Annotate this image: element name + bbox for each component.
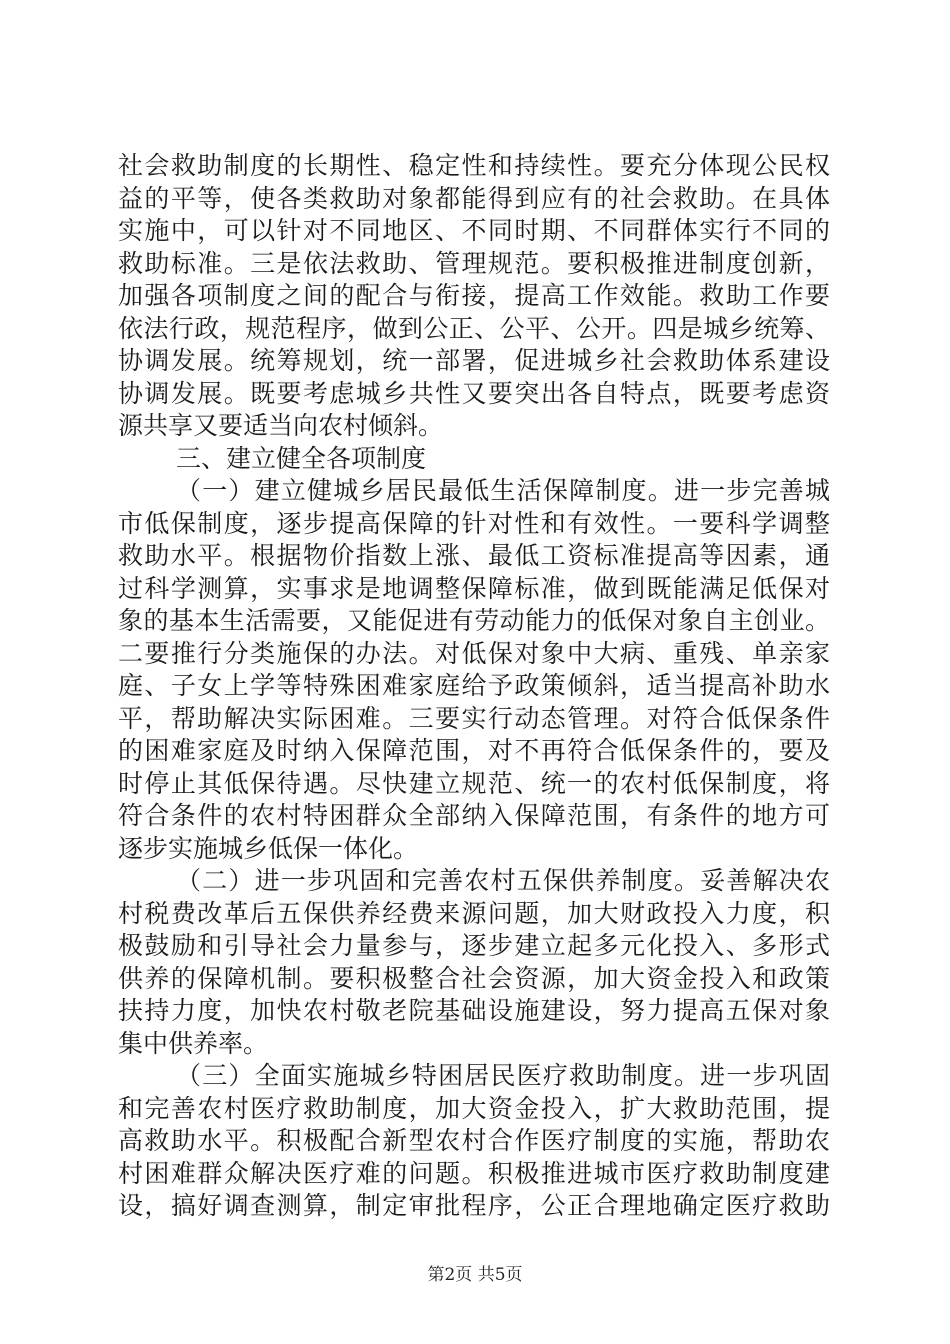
text-line: 和完善农村医疗救助制度，加大资金投入，扩大救助范围，提 xyxy=(118,1093,830,1123)
text-line: 扶持力度，加快农村敬老院基础设施建设，努力提高五保对象 xyxy=(118,996,830,1025)
text-line: 设，搞好调查测算，制定审批程序，公正合理地确定医疗救助 xyxy=(118,1191,830,1220)
text-line: 象的基本生活需要，又能促进有劳动能力的低保对象自主创业。 xyxy=(118,606,830,635)
page-footer xyxy=(0,1260,950,1285)
document-body xyxy=(118,150,830,1223)
text-line: 平，帮助解决实际困难。三要实行动态管理。对符合低保条件 xyxy=(118,703,830,733)
text-line: 过科学测算，实事求是地调整保障标准，做到既能满足低保对 xyxy=(118,573,830,603)
text-line: （三）全面实施城乡特困居民医疗救助制度。进一步巩固 xyxy=(176,1061,830,1090)
section-heading-text: 三、建立健全各项制度 xyxy=(176,443,427,473)
text-line: 逐步实施城乡低保一体化。 xyxy=(118,833,419,863)
text-line: 高救助水平。积极配合新型农村合作医疗制度的实施，帮助农 xyxy=(118,1126,830,1155)
text-line: 庭、子女上学等特殊困难家庭给予政策倾斜，适当提高补助水 xyxy=(118,671,830,700)
page-number-label: 第2页 共5页 xyxy=(427,1265,523,1285)
text-line: 村税费改革后五保供养经费来源问题，加大财政投入力度，积 xyxy=(118,898,830,928)
text-line: 村困难群众解决医疗难的问题。积极推进城市医疗救助制度建 xyxy=(118,1158,830,1188)
section-heading xyxy=(118,443,830,476)
text-line: 市低保制度，逐步提高保障的针对性和有效性。一要科学调整 xyxy=(118,508,830,538)
paragraph-item-1 xyxy=(118,475,830,865)
text-line: 协调发展。统筹规划，统一部署，促进城乡社会救助体系建设 xyxy=(118,346,830,375)
text-line: 源共享又要适当向农村倾斜。 xyxy=(118,411,444,440)
text-line: 依法行政，规范程序，做到公正、公平、公开。四是城乡统筹、 xyxy=(118,313,830,343)
text-line: （一）建立健城乡居民最低生活保障制度。进一步完善城 xyxy=(176,476,830,505)
text-line: 符合条件的农村特困群众全部纳入保障范围，有条件的地方可 xyxy=(118,801,830,830)
text-line: 二要推行分类施保的办法。对低保对象中大病、重残、单亲家 xyxy=(118,638,830,668)
text-line: 加强各项制度之间的配合与衔接，提高工作效能。救助工作要 xyxy=(118,281,830,310)
text-line: 益的平等，使各类救助对象都能得到应有的社会救助。在具体 xyxy=(118,183,830,213)
text-line: 时停止其低保待遇。尽快建立规范、统一的农村低保制度，将 xyxy=(118,768,830,798)
text-line: 社会救助制度的长期性、稳定性和持续性。要充分体现公民权 xyxy=(118,151,830,180)
paragraph-item-2 xyxy=(118,865,830,1060)
text-line: 的困难家庭及时纳入保障范围，对不再符合低保条件的，要及 xyxy=(118,736,830,765)
text-line: 极鼓励和引导社会力量参与，逐步建立起多元化投入、多形式 xyxy=(118,931,830,960)
text-line: 协调发展。既要考虑城乡共性又要突出各自特点，既要考虑资 xyxy=(118,378,830,408)
paragraph-item-3 xyxy=(118,1060,830,1223)
text-line: （二）进一步巩固和完善农村五保供养制度。妥善解决农 xyxy=(176,866,830,895)
paragraph-continuation xyxy=(118,150,830,443)
text-line: 救助水平。根据物价指数上涨、最低工资标准提高等因素，通 xyxy=(118,541,830,570)
text-line: 实施中，可以针对不同地区、不同时期、不同群体实行不同的 xyxy=(118,216,830,245)
text-line: 集中供养率。 xyxy=(118,1028,269,1058)
text-line: 供养的保障机制。要积极整合社会资源，加大资金投入和政策 xyxy=(118,963,830,993)
text-line: 救助标准。三是依法救助、管理规范。要积极推进制度创新， xyxy=(118,248,830,278)
